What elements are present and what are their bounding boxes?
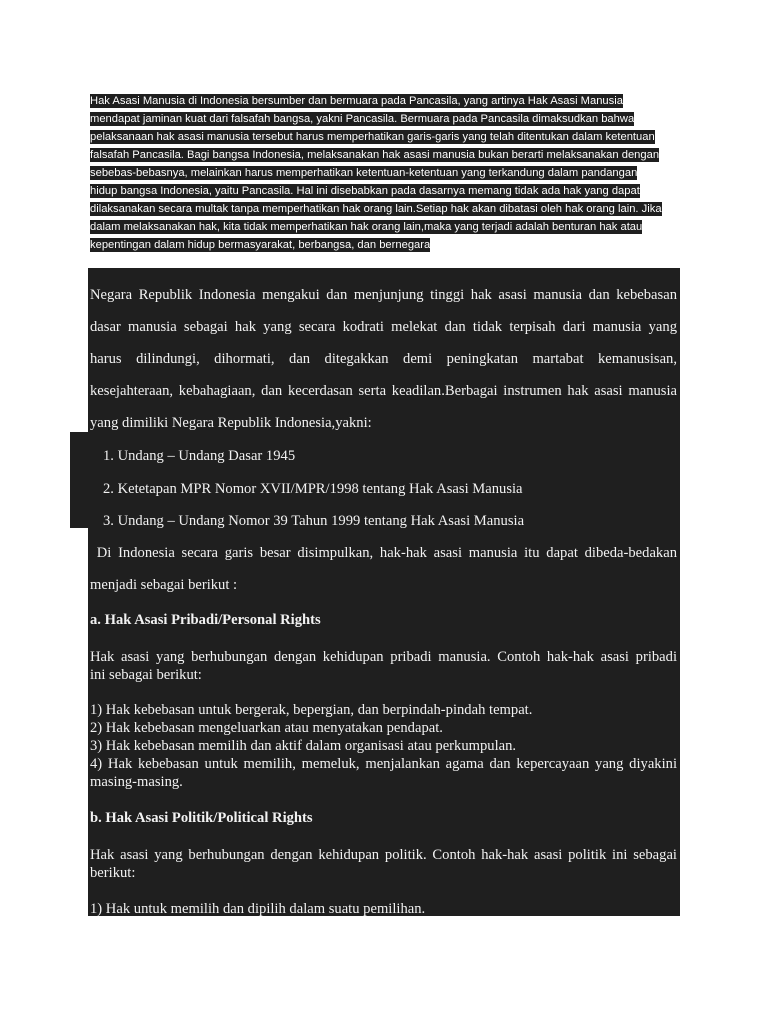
section-heading-b: b. Hak Asasi Politik/Political Rights [90, 810, 313, 826]
paragraph-line: menjadi sebagai berikut : [90, 577, 238, 593]
instrument-item: 3. Undang – Undang Nomor 39 Tahun 1999 tentang Hak Asasi Manusia [103, 513, 525, 529]
paragraph-line: Di Indonesia secara garis besar disimpulkan, hak-hak asasi manusia itu dapat dibeda-bedakan [90, 545, 677, 561]
intro-line: falsafah Pancasila. Bagi bangsa Indonesia, melaksanakan hak asasi manusia bukan berarti melaksanakan dengan [90, 149, 660, 161]
list-item: 2) Hak kebebasan mengeluarkan atau menyatakan pendapat. [90, 720, 443, 736]
list-item: masing-masing. [90, 774, 183, 790]
section-heading-a: a. Hak Asasi Pribadi/Personal Rights [90, 612, 321, 628]
intro-line: hidup bangsa Indonesia, yaitu Pancasila. Hal ini disebabkan pada dasarnya memang tidak ada hak yang dapat [90, 185, 640, 197]
section-desc-line: Hak asasi yang berhubungan dengan kehidupan pribadi manusia. Contoh hak-hak asasi pribadi [90, 649, 677, 665]
intro-paragraph [90, 92, 675, 254]
intro-line: kepentingan dalam hidup bermasyarakat, berbangsa, dan bernegara [90, 239, 431, 251]
list-item: 3) Hak kebebasan memilih dan aktif dalam organisasi atau perkumpulan. [90, 738, 517, 754]
paragraph-line: Negara Republik Indonesia mengakui dan menjunjung tinggi hak asasi manusia dan kebebasan [90, 287, 677, 303]
dark-side-tab [70, 432, 90, 528]
section-desc-line: berikut: [90, 865, 136, 881]
intro-line: mendapat jaminan kuat dari falsafah bangsa, yakni Pancasila. Bermuara pada Pancasila dimaksudkan bahwa [90, 113, 635, 125]
intro-line: dilaksanakan secara multak tanpa memperhatikan hak orang lain.Setiap hak akan dibatasi oleh hak orang lain. Jika [90, 203, 662, 215]
section-desc-line: ini sebagai berikut: [90, 667, 202, 683]
paragraph-line: harus dilindungi, dihormati, dan ditegakkan demi peningkatan martabat kemanusisan, [90, 351, 677, 367]
paragraph-line: yang dimiliki Negara Republik Indonesia,yakni: [90, 415, 372, 431]
section-desc-line: Hak asasi yang berhubungan dengan kehidupan politik. Contoh hak-hak asasi politik ini sebagai [90, 847, 677, 863]
intro-line: pelaksanaan hak asasi manusia tersebut harus memperhatikan garis-garis yang telah ditentukan dalam ketentuan [90, 131, 655, 143]
list-item: 4) Hak kebebasan untuk memilih, memeluk, menjalankan agama dan kepercayaan yang diyakini [90, 756, 677, 772]
intro-line: dalam melaksanakan hak, kita tidak memperhatikan hak orang lain,maka yang terjadi adalah benturan hak atau [90, 221, 643, 233]
intro-line: Hak Asasi Manusia di Indonesia bersumber dan bermuara pada Pancasila, yang artinya Hak Asasi Manusia [90, 95, 623, 107]
instrument-item: 1. Undang – Undang Dasar 1945 [103, 448, 296, 464]
paragraph-line: kesejahteraan, kebahagiaan, dan kecerdasan serta keadilan.Berbagai instrumen hak asasi manusia [90, 383, 677, 399]
list-item: 1) Hak untuk memilih dan dipilih dalam suatu pemilihan. [90, 901, 426, 917]
instrument-item: 2. Ketetapan MPR Nomor XVII/MPR/1998 tentang Hak Asasi Manusia [103, 481, 523, 497]
intro-line: sebebas-bebasnya, melainkan harus memperhatikan ketentuan-ketentuan yang terkandung dalam pandangan [90, 167, 638, 179]
paragraph-line: dasar manusia sebagai hak yang secara kodrati melekat dan tidak terpisah dari manusia yang [90, 319, 677, 335]
list-item: 1) Hak kebebasan untuk bergerak, bepergian, dan berpindah-pindah tempat. [90, 702, 533, 718]
